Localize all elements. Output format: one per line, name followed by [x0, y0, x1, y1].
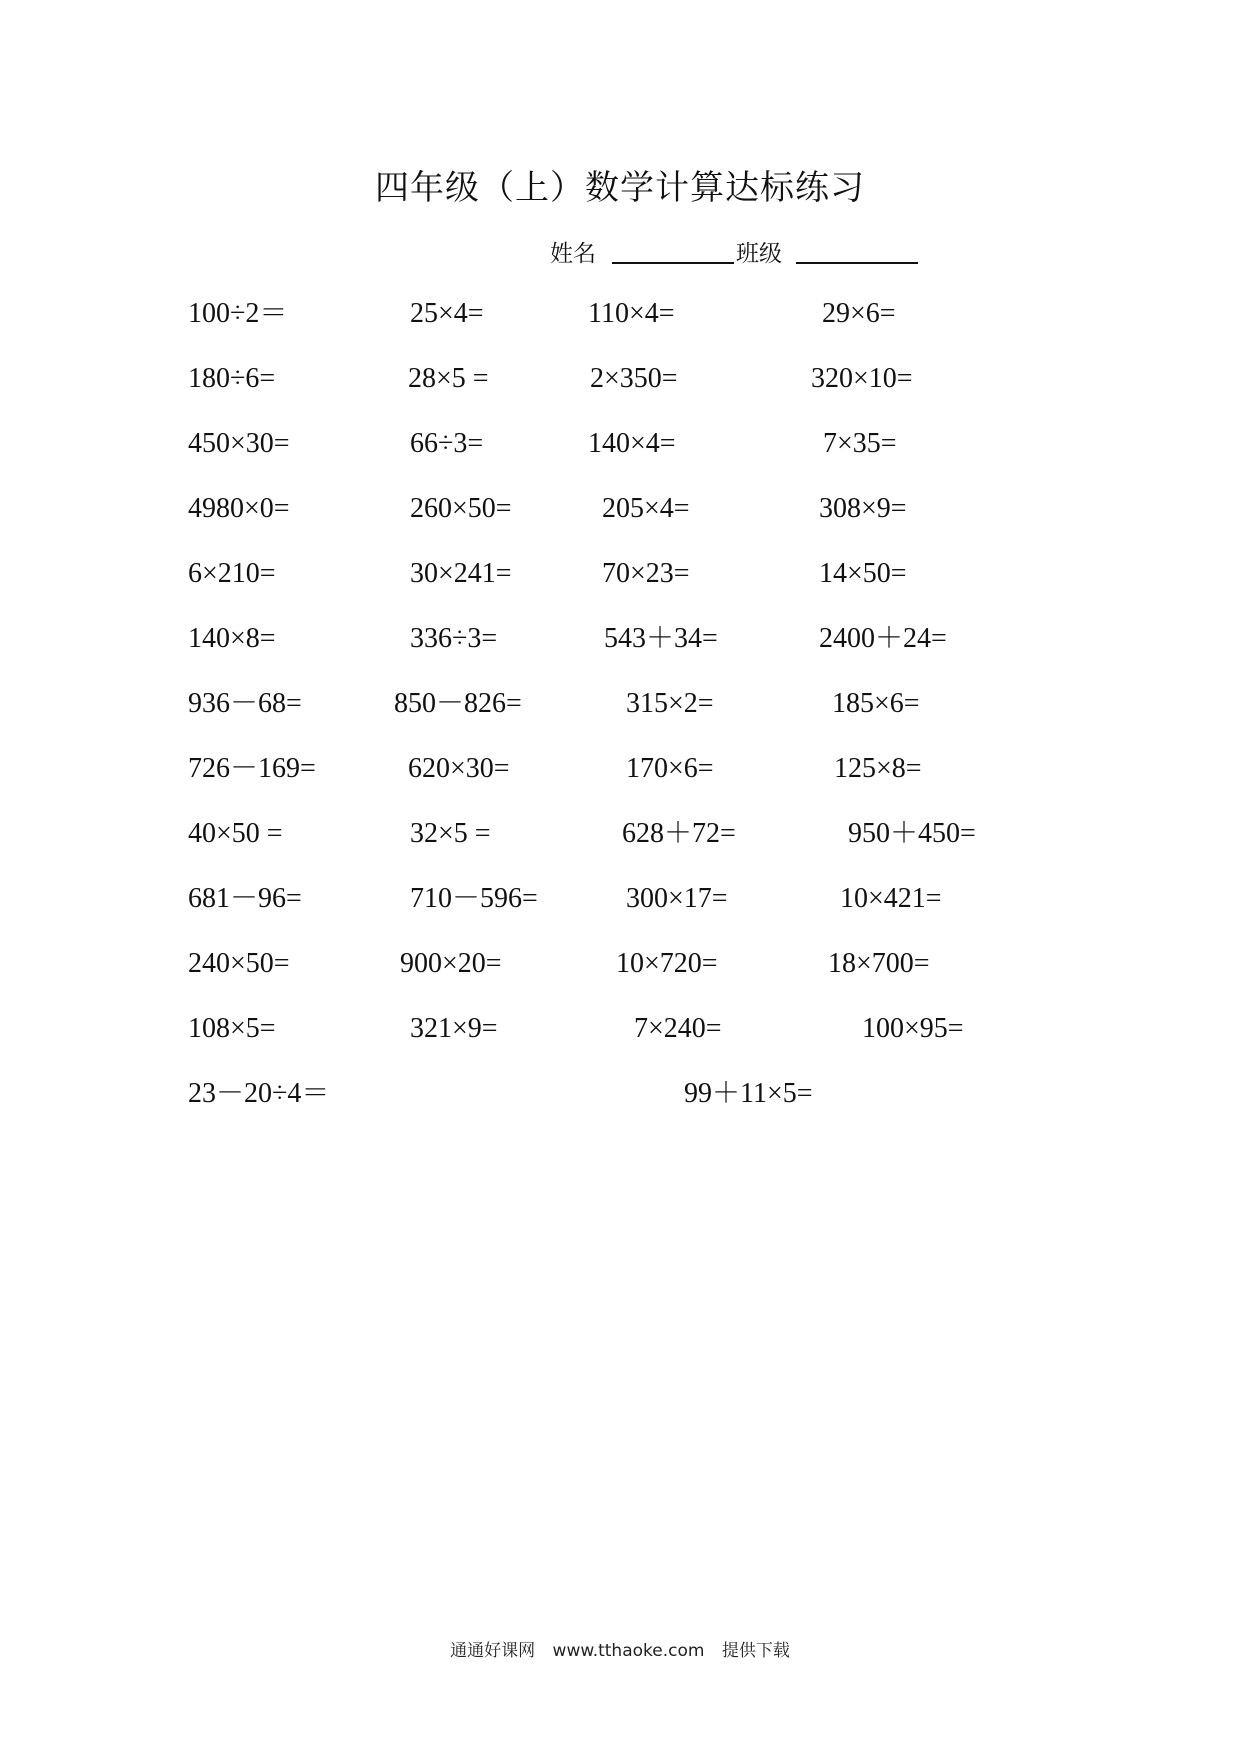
class-label: 班级	[736, 241, 782, 267]
problem-r11-c1: 240×50=	[188, 948, 290, 979]
problem-r1-c1: 100÷2＝	[188, 298, 288, 329]
class-blank-line	[796, 262, 918, 264]
problem-r1-c2: 25×4=	[410, 298, 484, 329]
problem-r8-c1: 726－169=	[188, 753, 316, 784]
problem-r4-c3: 205×4=	[602, 493, 690, 524]
problem-r9-c2: 32×5 =	[410, 818, 491, 849]
problem-r7-c1: 936－68=	[188, 688, 302, 719]
problem-r9-c3: 628＋72=	[622, 818, 736, 849]
problem-r7-c2: 850－826=	[394, 688, 522, 719]
name-label: 姓名	[550, 241, 596, 267]
footer	[0, 1636, 1240, 1661]
problem-r10-c2: 710－596=	[410, 883, 538, 914]
problem-r11-c2: 900×20=	[400, 948, 502, 979]
problem-r10-c3: 300×17=	[626, 883, 728, 914]
problem-r12-c3: 7×240=	[634, 1013, 722, 1044]
page-title: 四年级（上）数学计算达标练习	[375, 168, 865, 208]
problem-r6-c2: 336÷3=	[410, 623, 498, 654]
problem-r10-c4: 10×421=	[840, 883, 942, 914]
problem-r13-c2: 99＋11×5=	[684, 1078, 813, 1109]
problem-r4-c1: 4980×0=	[188, 493, 290, 524]
problem-r9-c4: 950＋450=	[848, 818, 976, 849]
problem-r7-c4: 185×6=	[832, 688, 920, 719]
problem-r6-c3: 543＋34=	[604, 623, 718, 654]
footer-suffix: 提供下载	[721, 1641, 790, 1661]
problem-r8-c4: 125×8=	[834, 753, 922, 784]
problem-r12-c2: 321×9=	[410, 1013, 498, 1044]
problem-r4-c2: 260×50=	[410, 493, 512, 524]
problem-r7-c3: 315×2=	[626, 688, 714, 719]
problem-r10-c1: 681－96=	[188, 883, 302, 914]
problem-r5-c2: 30×241=	[410, 558, 512, 589]
problem-r5-c1: 6×210=	[188, 558, 276, 589]
problem-r2-c2: 28×5 =	[408, 363, 489, 394]
problem-r8-c3: 170×6=	[626, 753, 714, 784]
student-info-row	[550, 232, 918, 268]
problem-r6-c1: 140×8=	[188, 623, 276, 654]
problem-r4-c4: 308×9=	[819, 493, 907, 524]
footer-site-name: 通通好课网	[450, 1641, 536, 1661]
problem-r3-c2: 66÷3=	[410, 428, 484, 459]
problem-r2-c4: 320×10=	[811, 363, 913, 394]
problem-r12-c1: 108×5=	[188, 1013, 276, 1044]
problem-r2-c1: 180÷6=	[188, 363, 276, 394]
problem-r11-c4: 18×700=	[828, 948, 930, 979]
problem-r3-c3: 140×4=	[588, 428, 676, 459]
problem-r11-c3: 10×720=	[616, 948, 718, 979]
problem-r5-c3: 70×23=	[602, 558, 690, 589]
problem-r2-c3: 2×350=	[590, 363, 678, 394]
footer-url[interactable]: www.tthaoke.com	[552, 1641, 705, 1661]
problem-r8-c2: 620×30=	[408, 753, 510, 784]
problem-r12-c4: 100×95=	[862, 1013, 964, 1044]
problem-r13-c1: 23－20÷4＝	[188, 1078, 330, 1109]
problem-r3-c1: 450×30=	[188, 428, 290, 459]
problem-r6-c4: 2400＋24=	[819, 623, 947, 654]
name-blank-line	[612, 262, 734, 264]
problem-r3-c4: 7×35=	[823, 428, 897, 459]
problem-r5-c4: 14×50=	[819, 558, 907, 589]
problem-r9-c1: 40×50 =	[188, 818, 283, 849]
problem-r1-c4: 29×6=	[822, 298, 896, 329]
problem-r1-c3: 110×4=	[588, 298, 675, 329]
